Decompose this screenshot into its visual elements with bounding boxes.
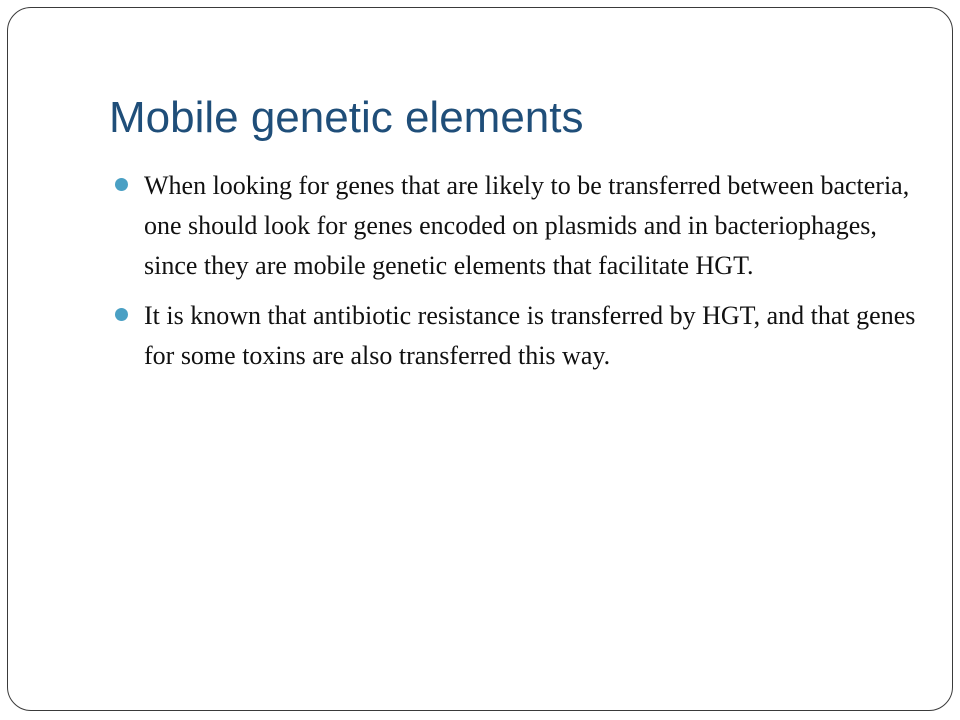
slide [7,7,953,711]
slide-title: Mobile genetic elements [109,93,584,142]
bullet-item [111,296,931,376]
bullet-item [111,166,931,286]
bullet-text: When looking for genes that are likely to be transferred between bacteria, one should look for genes encoded on plasmids and in bacteriophages, since they are mobile genetic elements that facilitate HGT. [144,171,910,280]
bullet-point-icon [115,178,128,191]
bullet-list [111,166,931,386]
bullet-point-icon [115,308,128,321]
bullet-text: It is known that antibiotic resistance is transferred by HGT, and that genes for some toxins are also transferred this way. [144,301,916,370]
